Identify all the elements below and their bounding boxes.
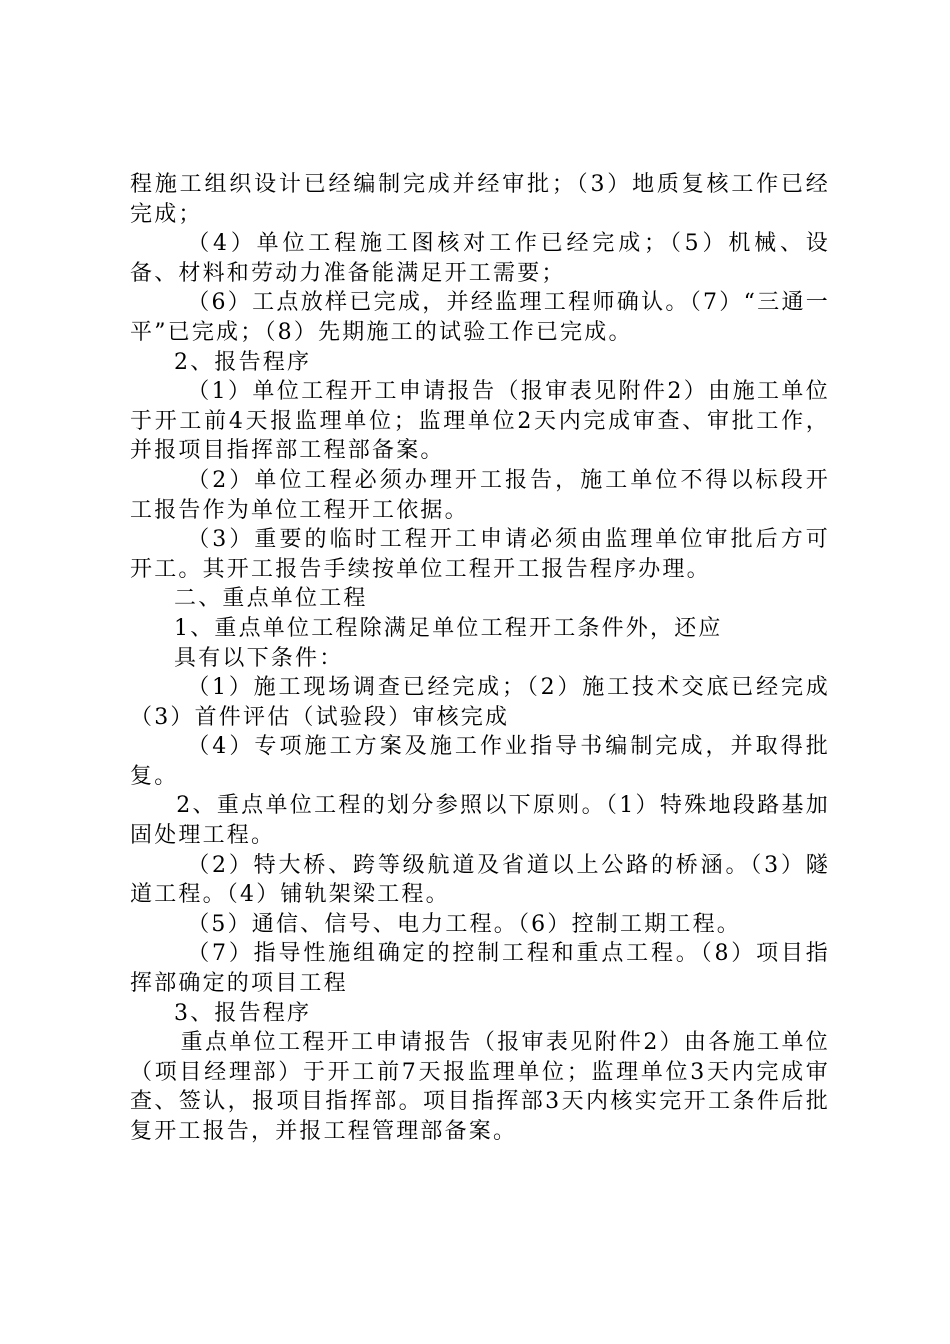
paragraph-key-units-intro: 1、重点单位工程除满足单位工程开工条件外，还应 bbox=[174, 615, 723, 641]
paragraph-division-2-4: （2）特大桥、跨等级航道及省道以上公路的桥涵。（3）隧道工程。（4）铺轨架梁工程。 bbox=[130, 852, 830, 908]
document-body bbox=[130, 170, 830, 1147]
paragraph-key-report-procedure: 重点单位工程开工申请报告（报审表见附件2）由各施工单位（项目经理部）于开工前7天报监理单位；监理单位3天内完成审查、签认，报项目指挥部。项目指挥部3天内核实完开工条件后批复开工报告，并报工程管理部备案。 bbox=[130, 1030, 830, 1144]
paragraph-key-units-intro-cont: 具有以下条件： bbox=[174, 645, 344, 671]
paragraph-division-principles: 2、重点单位工程的划分参照以下原则。（1）特殊地段路基加固处理工程。 bbox=[130, 793, 830, 849]
paragraph-division-7-8: （7）指导性施组确定的控制工程和重点工程。（8）项目指挥部确定的项目工程 bbox=[130, 941, 830, 997]
section-heading-key-units: 二、重点单位工程 bbox=[174, 586, 368, 612]
paragraph-condition-4-5: （4）单位工程施工图核对工作已经完成；（5）机械、设备、材料和劳动力准备能满足开工需要； bbox=[130, 231, 830, 286]
paragraph-key-condition-4: （4）专项施工方案及施工作业指导书编制完成，并取得批复。 bbox=[130, 734, 830, 789]
paragraph-procedure-2: （2）单位工程必须办理开工报告，施工单位不得以标段开工报告作为单位工程开工依据。 bbox=[130, 467, 830, 523]
paragraph-division-5-6: （5）通信、信号、电力工程。（6）控制工期工程。 bbox=[187, 911, 741, 937]
paragraph-conditions-continued: 程施工组织设计已经编制完成并经审批；（3）地质复核工作已经完成； bbox=[130, 172, 830, 227]
paragraph-procedure-1: （1）单位工程开工申请报告（报审表见附件2）由施工单位于开工前4天报监理单位；监理单位2天内完成审查、审批工作，并报项目指挥部工程部备案。 bbox=[130, 379, 830, 464]
paragraph-key-condition-1-3: （1）施工现场调查已经完成；（2）施工技术交底已经完成（3）首件评估（试验段）审核完成 bbox=[130, 675, 830, 730]
section-heading-report-procedure-3: 3、报告程序 bbox=[174, 1000, 312, 1026]
paragraph-condition-6-8: （6）工点放样已完成，并经监理工程师确认。（7）“三通一平”已完成；（8）先期施工的试验工作已完成。 bbox=[130, 290, 830, 345]
section-heading-report-procedure: 2、报告程序 bbox=[174, 349, 312, 375]
paragraph-procedure-3: （3）重要的临时工程开工申请必须由监理单位审批后方可开工。其开工报告手续按单位工程开工报告程序办理。 bbox=[130, 527, 830, 582]
